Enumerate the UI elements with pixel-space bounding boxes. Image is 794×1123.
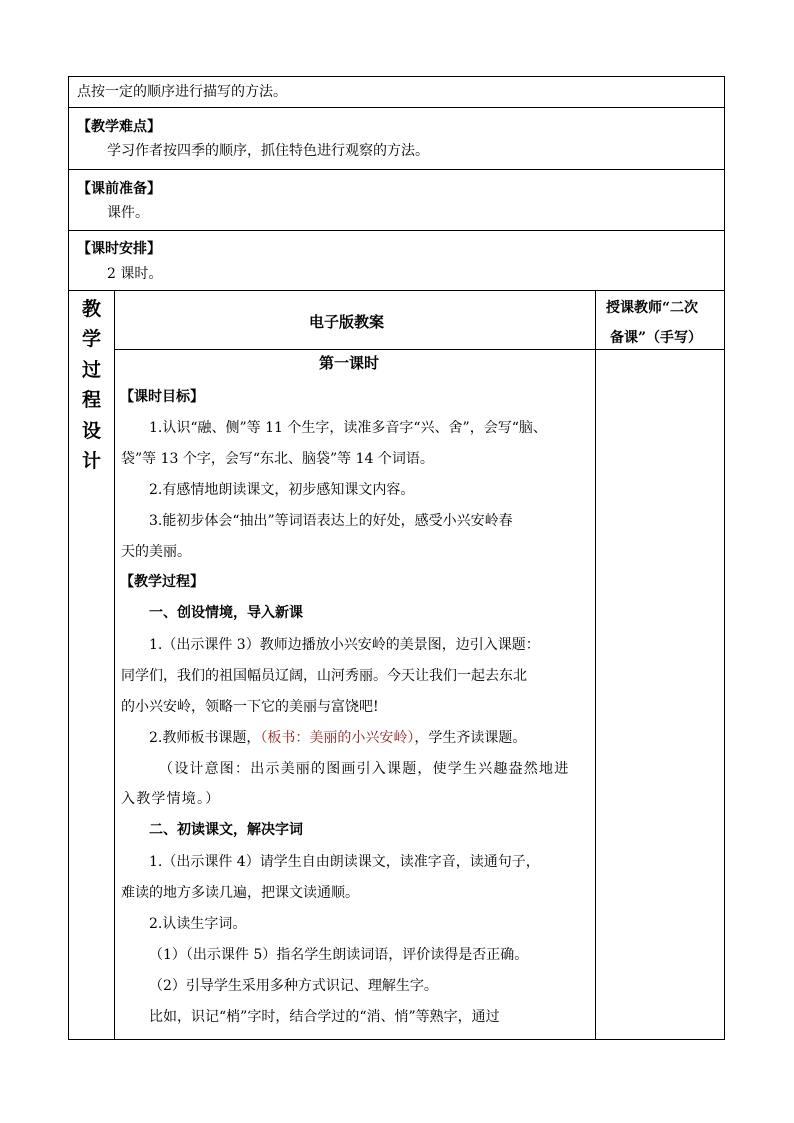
process-heading: 【教学过程】 [120, 574, 204, 590]
side-char: 程 [81, 389, 101, 411]
side-char: 教 [81, 298, 101, 320]
s2-paragraph-1a: 1.（出示课件 4）请学生自由朗读课文，读准字音，读通句子， [149, 854, 540, 870]
section-2-heading: 二、初读课文，解决字词 [149, 822, 303, 838]
goal-1b: 袋”等 13 个字，会写“东北、脑袋”等 14 个词语。 [121, 451, 434, 467]
header-row-divider [114, 349, 725, 350]
s1-paragraph-1b: 同学们，我们的祖国幅员辽阔，山河秀丽。今天让我们一起去东北 [121, 668, 527, 684]
s2-paragraph-2: 2.认读生字词。 [149, 916, 247, 932]
side-column-divider [114, 291, 115, 1039]
header-center-title: 电子版教案 [309, 313, 385, 331]
difficulty-text: 学习作者按四季的顺序，抓住特色进行观察的方法。 [107, 143, 429, 159]
lesson-plan-table [68, 76, 725, 1040]
schedule-row [69, 231, 724, 291]
blackboard-note: （板书：美丽的小兴安岭） [260, 730, 415, 746]
side-char: 计 [81, 450, 101, 472]
design-note-a: （设计意图：出示美丽的图画引入课题，使学生兴趣盎然地进 [159, 761, 570, 777]
goals-heading: 【课时目标】 [120, 389, 204, 405]
s1-p2-pre: 2.教师板书课题， [149, 730, 261, 746]
side-char: 学 [81, 328, 101, 350]
schedule-heading: 【课时安排】 [77, 241, 161, 257]
goal-3b: 天的美丽。 [121, 544, 191, 560]
prep-heading: 【课前准备】 [77, 181, 161, 197]
s2-paragraph-4: （2）引导学生采用多种方式识记、理解生字。 [149, 978, 438, 994]
side-char: 设 [81, 420, 101, 442]
section-1-heading: 一、创设情境，导入新课 [149, 605, 303, 621]
s1-paragraph-1c: 的小兴安岭，领略一下它的美丽与富饶吧! [121, 699, 379, 715]
s1-p2-post: ，学生齐读课题。 [414, 730, 527, 746]
design-note-b: 入教学情境。） [121, 791, 221, 807]
schedule-text: 2 课时。 [107, 266, 163, 282]
prep-row [69, 170, 724, 231]
s2-paragraph-3: （1）（出示课件 5）指名学生朗读词语，评价读得是否正确。 [149, 947, 529, 963]
right-column-divider [595, 291, 596, 1039]
side-char: 过 [81, 359, 101, 381]
difficulty-row [69, 108, 724, 170]
lesson-title: 第一课时 [319, 354, 380, 372]
goal-1a: 1.认识“融、侧”等 11 个生字，读准多音字“兴、舍”，会写“脑、 [149, 420, 547, 436]
goal-3a: 3.能初步体会“抽出”等词语表达上的好处，感受小兴安岭春 [149, 513, 513, 529]
s1-paragraph-2 [149, 728, 526, 748]
prep-text: 课件。 [107, 205, 149, 221]
header-right-line2: 备课”（手写） [610, 330, 703, 346]
s2-paragraph-1b: 难读的地方多读几遍，把课文读通顺。 [121, 885, 359, 901]
goal-2: 2.有感情地朗读课文，初步感知课文内容。 [149, 482, 415, 498]
difficulty-heading: 【教学难点】 [77, 119, 161, 135]
s2-paragraph-5: 比如，识记“梢”字时，结合学过的“消、悄”等熟字，通过 [149, 1009, 500, 1025]
s1-paragraph-1a: 1.（出示课件 3）教师边播放小兴安岭的美景图，边引入课题： [149, 637, 540, 653]
intro-tail-row [69, 77, 724, 108]
intro-tail-text: 点按一定的顺序进行描写的方法。 [77, 84, 287, 100]
header-right-line1: 授课教师“二次 [606, 300, 699, 316]
